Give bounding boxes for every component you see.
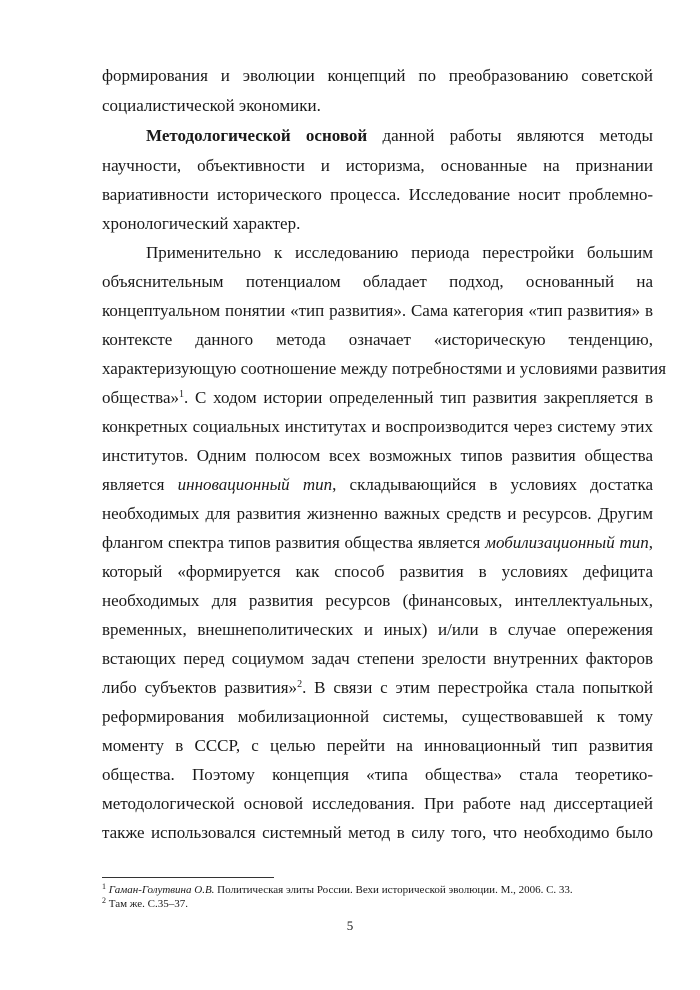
text-line: конкретных социальных институтах и воспроизводится через систему этих (102, 417, 653, 436)
text-span: либо субъектов развития» (102, 678, 298, 697)
text-line (102, 678, 653, 698)
footnote-text: Там же. С.35–37. (106, 898, 188, 910)
text-line (102, 388, 653, 408)
text-line: реформирования мобилизационной системы, существовавшей к тому (102, 707, 653, 726)
italic-term: мобилизационный тип (485, 533, 649, 552)
italic-term: инновационный тип (177, 475, 333, 494)
text-span: , складывающийся в условиях достатка (332, 475, 653, 494)
text-span: . С ходом истории определенный тип развития закрепляется в (184, 388, 653, 407)
text-line (102, 475, 653, 495)
text-line: необходимых для развития жизненно важных средств и ресурсов. Другим (102, 504, 653, 523)
text-line: встающих перед социумом задач степени зрелости внутренних факторов (102, 649, 653, 668)
text-span: общества» (102, 388, 180, 407)
text-span: данной работы являются методы (367, 126, 653, 145)
text-line: институтов. Одним полюсом всех возможных типов развития общества (102, 446, 653, 465)
footnote (102, 898, 188, 911)
text-line: временных, внешнеполитических и иных) и/или в случае опережения (102, 620, 653, 639)
footnote-ref[interactable]: 1 (179, 389, 185, 400)
bold-term: Методологической основой (146, 126, 368, 145)
text-line: общества. Поэтому концепция «типа общества» стала теоретико- (102, 765, 653, 784)
footnote-author: Гаман-Голутвина О.В. (108, 884, 215, 896)
text-line: методологической основой исследования. При работе над диссертацией (102, 794, 653, 813)
text-span: флангом спектра типов развития общества является (102, 533, 486, 552)
footnote-ref[interactable]: 2 (297, 679, 303, 690)
footnote-number: 1 (102, 882, 106, 891)
text-line: концептуальном понятии «тип развития». Сама категория «тип развития» в (102, 301, 653, 320)
text-line: научности, объективности и историзма, основанные на признании (102, 156, 653, 175)
text-line: формирования и эволюции концепций по преобразованию советской (102, 66, 653, 85)
page-number: 5 (346, 918, 354, 933)
footnote (102, 884, 573, 897)
text-span: , (648, 533, 653, 552)
footnote-text: Политическая элиты России. Вехи исторической эволюции. М., 2006. С. 33. (214, 884, 573, 896)
footnote-divider (102, 877, 274, 878)
text-span: является (102, 475, 178, 494)
text-line: вариативности исторического процесса. Исследование носит проблемно- (102, 185, 653, 204)
text-line: объяснительным потенциалом обладает подход, основанный на (102, 272, 653, 291)
footnote-number: 2 (102, 896, 106, 905)
text-line: который «формируется как способ развития в условиях дефицита (102, 562, 653, 581)
text-line: необходимых для развития ресурсов (финансовых, интеллектуальных, (102, 591, 653, 610)
text-line: социалистической экономики. (102, 96, 321, 115)
text-span: . В связи с этим перестройка стала попыткой (302, 678, 653, 697)
text-line: характеризующую соотношение между потребностями и условиями развития (102, 359, 667, 378)
text-line (146, 126, 653, 146)
text-line: моменту в СССР, с целью перейти на инновационный тип развития (102, 736, 653, 755)
text-line: контексте данного метода означает «историческую тенденцию, (102, 330, 653, 349)
text-line (102, 533, 653, 553)
text-line: Применительно к исследованию периода перестройки большим (146, 243, 653, 262)
text-line: также использовался системный метод в силу того, что необходимо было (102, 823, 653, 842)
text-line: хронологический характер. (102, 214, 301, 233)
